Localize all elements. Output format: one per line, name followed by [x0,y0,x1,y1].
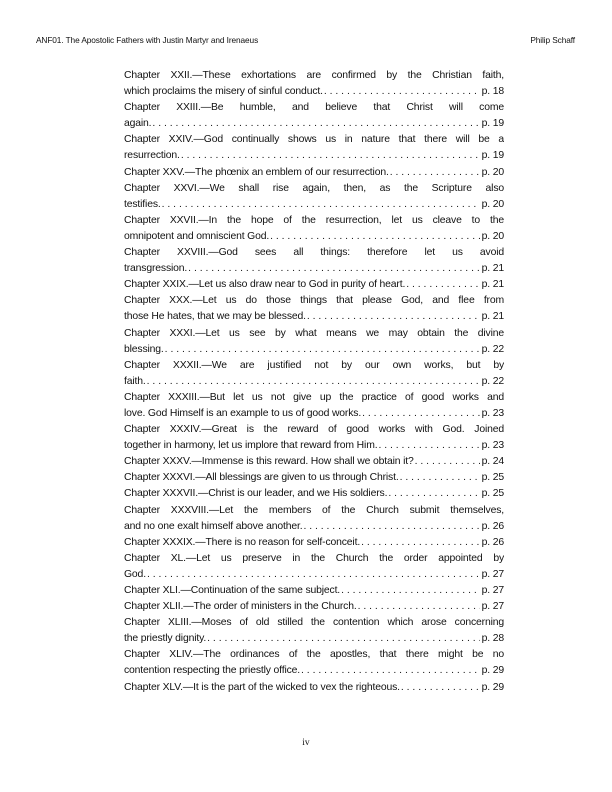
dot-leader [378,438,479,454]
toc-entry-title: Chapter XXIX.—Let us also draw near to God in purity of heart. [124,279,406,291]
toc-entry[interactable] [124,422,504,454]
dot-leader [270,229,480,245]
dot-leader [388,486,479,502]
toc-entry-title: Chapter XXV.—The phœnix an emblem of our resurrection. [124,166,389,178]
toc-entry-last-line [124,567,504,583]
toc-page-reference[interactable]: p. 24 [481,456,504,468]
toc-entry-title-line: Chapter XXX.—Let us do those things that please God, and flee from [124,295,504,307]
dot-leader [361,535,480,551]
toc-entry-title: Chapter XLI.—Continuation of the same subject. [124,585,341,596]
toc-page-reference[interactable]: p. 29 [481,681,504,693]
dot-leader [162,197,480,213]
dot-leader [165,342,480,358]
toc-entry-title: the priestly dignity. [124,633,207,645]
toc-page-reference[interactable]: p. 26 [481,536,504,548]
toc-entry-last-line [124,486,504,502]
toc-entry-last-line [124,229,504,245]
toc-entry-title-line: Chapter XXVI.—We shall rise again, then, as the Scripture also [124,182,504,194]
toc-entry-title: together in harmony, let us implore that reward from Him. [124,440,378,452]
dot-leader [181,148,480,164]
toc-entry-title-line: Chapter XXVIII.—God sees all things: therefore let us avoid [124,247,504,259]
toc-entry-title: which proclaims the misery of sinful conduct. [124,86,323,98]
dot-leader [152,116,479,132]
toc-entry[interactable] [124,293,504,325]
toc-entry[interactable] [124,583,504,599]
toc-page-reference[interactable]: p. 28 [481,633,504,645]
toc-page-reference[interactable]: p. 27 [481,585,504,596]
dot-leader [303,519,479,535]
dot-leader [188,261,479,277]
toc-entry-last-line [124,406,504,422]
table-of-contents [124,68,504,696]
toc-entry[interactable] [124,599,504,615]
toc-entry-last-line [124,631,504,647]
toc-entry[interactable] [124,165,504,181]
toc-entry-title-line: Chapter XXXVIII.—Let the members of the Church submit themselves, [124,504,504,516]
toc-entry[interactable] [124,454,504,470]
toc-page-reference[interactable]: p. 27 [481,601,504,613]
toc-page-reference[interactable]: p. 25 [481,472,504,484]
toc-page-reference[interactable]: p. 19 [481,118,504,130]
dot-leader [362,406,480,422]
toc-entry[interactable] [124,68,504,100]
toc-entry-title: transgression. [124,263,188,275]
running-header-title: ANF01. The Apostolic Fathers with Justin Martyr and Irenaeus [36,35,259,45]
toc-entry[interactable] [124,245,504,277]
toc-page-reference[interactable]: p. 21 [481,263,504,275]
dot-leader [147,374,480,390]
toc-entry[interactable] [124,326,504,358]
toc-entry-title-line: Chapter XXIV.—God continually shows us in nature that there will be a [124,134,504,146]
toc-entry-last-line [124,342,504,358]
toc-entry[interactable] [124,132,504,164]
dot-leader [401,680,480,696]
toc-entry-title: omnipotent and omniscient God. [124,230,270,242]
toc-page-reference[interactable]: p. 22 [481,375,504,387]
toc-entry[interactable] [124,181,504,213]
toc-entry[interactable] [124,390,504,422]
toc-entry-last-line [124,680,504,696]
toc-entry[interactable] [124,535,504,551]
toc-entry-title-line: Chapter XXII.—These exhortations are confirmed by the Christian faith, [124,70,504,81]
dot-leader [406,277,479,293]
toc-entry-title: God. [124,568,146,580]
toc-entry-title-line: Chapter XXXIV.—Great is the reward of good works with God. Joined [124,424,504,436]
toc-entry-title: blessing. [124,343,164,355]
toc-entry-title: and no one exalt himself above another. [124,520,303,532]
toc-entry-title: Chapter XXXVII.—Christ is our leader, and we His soldiers. [124,488,388,500]
toc-entry[interactable] [124,470,504,486]
toc-entry[interactable] [124,100,504,132]
toc-entry-title-line: Chapter XLIV.—The ordinances of the apostles, that there might be no [124,649,504,661]
toc-page-reference[interactable]: p. 20 [481,230,504,242]
toc-entry-title: love. God Himself is an example to us of good works. [124,407,362,419]
toc-entry-last-line [124,454,504,470]
toc-entry-title: testifies. [124,198,161,210]
toc-entry-title-line: Chapter XXXII.—We are justified not by our own works, but by [124,359,504,371]
toc-page-reference[interactable]: p. 21 [481,311,504,323]
toc-entry-last-line [124,663,504,679]
toc-page-reference[interactable]: p. 20 [481,166,504,178]
toc-page-reference[interactable]: p. 21 [481,279,504,291]
toc-entry-last-line [124,374,504,390]
toc-entry-last-line [124,148,504,164]
toc-entry[interactable] [124,551,504,583]
toc-entry-title: Chapter XXXIX.—There is no reason for self-conceit. [124,536,361,548]
toc-entry-title: faith. [124,375,146,387]
toc-entry-last-line [124,599,504,615]
toc-page-reference[interactable]: p. 22 [481,343,504,355]
toc-entry-title: Chapter XLII.—The order of ministers in the Church. [124,601,357,613]
dot-leader [341,583,480,599]
dot-leader [390,165,480,181]
toc-page-reference[interactable]: p. 18 [481,86,504,98]
toc-entry-title-line: Chapter XXXI.—Let us see by what means we may obtain the divine [124,327,504,339]
toc-page-reference[interactable]: p. 26 [481,520,504,532]
toc-entry-title: Chapter XLV.—It is the part of the wicked to vex the righteous. [124,681,400,693]
toc-entry-title-line: Chapter XLIII.—Moses of old stilled the contention which arose concerning [124,617,504,629]
toc-entry-last-line [124,277,504,293]
dot-leader [324,84,480,100]
toc-page-reference[interactable]: p. 23 [481,440,504,452]
toc-entry-title-line: Chapter XL.—Let us preserve in the Church the order appointed by [124,552,504,564]
toc-entry[interactable] [124,213,504,245]
dot-leader [400,470,480,486]
running-header-author: Philip Schaff [530,35,575,45]
toc-entry-last-line [124,535,504,551]
toc-entry-last-line [124,197,504,213]
toc-entry[interactable] [124,647,504,679]
toc-entry[interactable] [124,486,504,502]
toc-page-reference[interactable]: p. 20 [481,198,504,210]
toc-entry-title: resurrection. [124,150,180,162]
toc-entry[interactable] [124,680,504,696]
dot-leader [207,631,479,647]
toc-entry-last-line [124,84,504,100]
toc-page-reference[interactable]: p. 29 [481,665,504,677]
toc-entry[interactable] [124,615,504,647]
dot-leader [358,599,480,615]
toc-entry-title: Chapter XXXVI.—All blessings are given to us through Christ. [124,472,399,484]
toc-page-reference[interactable]: p. 19 [481,150,504,162]
toc-entry-title-line: Chapter XXVII.—In the hope of the resurrection, let us cleave to the [124,214,504,226]
toc-entry-title: contention respecting the priestly office. [124,665,301,677]
toc-entry[interactable] [124,503,504,535]
toc-entry[interactable] [124,358,504,390]
toc-entry-last-line [124,583,504,599]
toc-entry-last-line [124,309,504,325]
toc-entry-last-line [124,165,504,181]
dot-leader [415,454,480,470]
toc-entry-last-line [124,438,504,454]
toc-entry-last-line [124,470,504,486]
toc-entry-title: again. [124,118,152,130]
toc-entry[interactable] [124,277,504,293]
dot-leader [147,567,480,583]
toc-entry-title-line: Chapter XXIII.—Be humble, and believe that Christ will come [124,102,504,114]
toc-entry-title: Chapter XXXV.—Immense is this reward. How shall we obtain it? [124,456,414,468]
toc-page-reference[interactable]: p. 23 [481,407,504,419]
toc-page-reference[interactable]: p. 25 [481,488,504,500]
toc-page-reference[interactable]: p. 27 [481,568,504,580]
toc-entry-last-line [124,519,504,535]
page-number: iv [302,738,310,748]
toc-entry-last-line [124,116,504,132]
dot-leader [301,663,480,679]
toc-entry-title-line: Chapter XXXIII.—But let us not give up the practice of good works and [124,391,504,403]
toc-entry-last-line [124,261,504,277]
dot-leader [307,309,480,325]
toc-entry-title: those He hates, that we may be blessed. [124,311,306,323]
